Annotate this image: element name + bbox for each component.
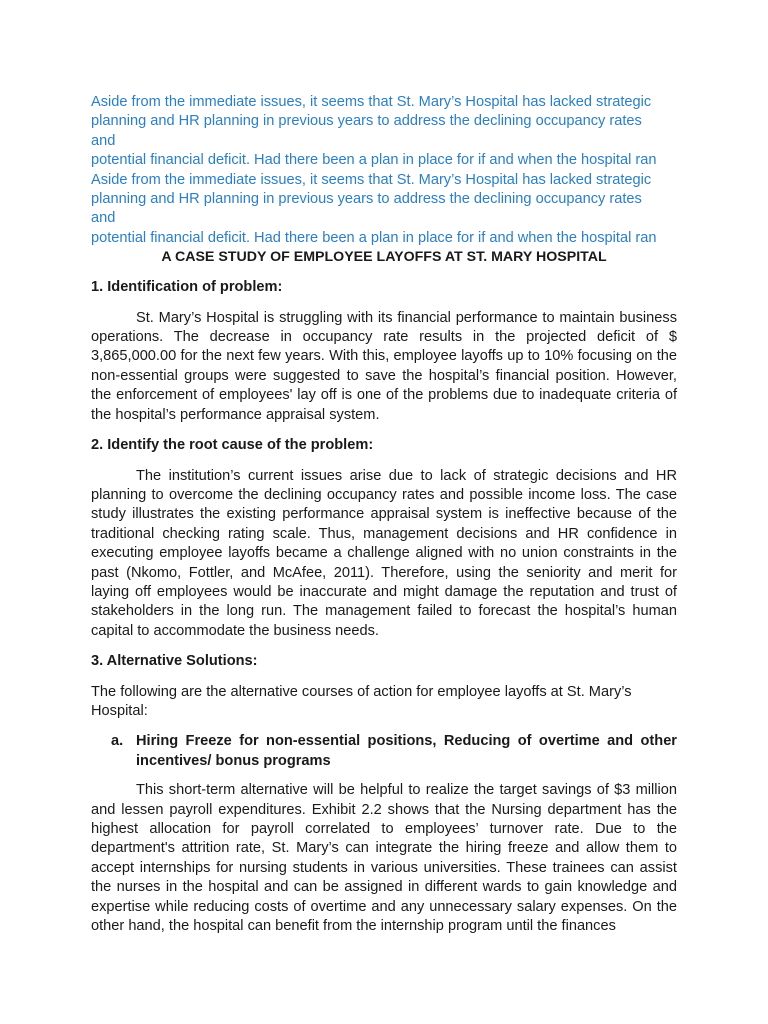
section-2-paragraph: The institution’s current issues arise due to lack of strategic decisions and HR planning to overcome the declining occupancy rates and possible income loss. The case study illustrates the existing performance appraisal system is ineffective because of the traditional checking rating scale. Thus, management decisions and HR confidence in executing employee layoffs became a challenge aligned with no union constraints in the past (Nkomo, Fottler, and McAfee, 2011). Therefore, using the seniority and merit for laying off employees would be inaccurate and might damage the reputation and trust of stakeholders in the long run. The management failed to forecast the hospital’s human capital to accommodate the business needs. (91, 467, 677, 639)
blue-line: and (91, 132, 116, 149)
section-3-intro: The following are the alternative courses of action for employee layoffs at St. Mary’s Hospital: (91, 683, 632, 719)
section-3-heading: 3. Alternative Solutions: (91, 653, 258, 670)
document-body (91, 93, 677, 947)
option-a-heading (91, 732, 677, 771)
blue-line: Aside from the immediate issues, it seems that St. Mary’s Hospital has lacked strategic (91, 94, 652, 110)
section-2-heading: 2. Identify the root cause of the problem: (91, 437, 374, 454)
blue-inserted-text (91, 93, 677, 248)
blue-line: and (91, 210, 116, 227)
section-1-paragraph: St. Mary’s Hospital is struggling with its financial performance to maintain business operations. The decrease in occupancy rate results in the projected deficit of $ 3,865,000.00 for the next few years. With this, employee layoffs up to 10% focusing on the non-essential groups were suggested to save the hospital’s financial position. However, the enforcement of employees' lay off is one of the problems due to inadequate criteria of the hospital’s performance appraisal system. (91, 309, 677, 423)
blue-line: potential financial deficit. Had there been a plan in place for if and when the hospital ran (91, 229, 657, 246)
document-title: A CASE STUDY OF EMPLOYEE LAYOFFS AT ST. MARY HOSPITAL (161, 249, 607, 266)
blue-line: planning and HR planning in previous years to address the declining occupancy rates (91, 113, 642, 130)
blue-line: planning and HR planning in previous years to address the declining occupancy rates (91, 191, 642, 208)
option-a-marker: a. (111, 733, 124, 750)
section-1-heading: 1. Identification of problem: (91, 279, 283, 296)
blue-line: Aside from the immediate issues, it seems that St. Mary’s Hospital has lacked strategic (91, 171, 652, 188)
blue-line: potential financial deficit. Had there been a plan in place for if and when the hospital ran (91, 152, 657, 169)
option-a-paragraph: This short-term alternative will be helpful to realize the target savings of $3 million and lessen payroll expenditures. Exhibit 2.2 shows that the Nursing department has the highest allocation for payroll correlated to employees’ turnover rate. Due to the department's attrition rate, St. Mary’s can integrate the hiring freeze and allow them to accept internships for nursing students in various universities. These trainees can assist the nurses in the hospital and can be assigned in different wards to gain knowledge and expertise while reducing costs of overtime and any unnecessary salary expenses. On the other hand, the hospital can benefit from the internship program until the finances (91, 782, 677, 935)
option-a-title: Hiring Freeze for non-essential positions, Reducing of overtime and other incentives/ bonus programs (136, 733, 677, 769)
